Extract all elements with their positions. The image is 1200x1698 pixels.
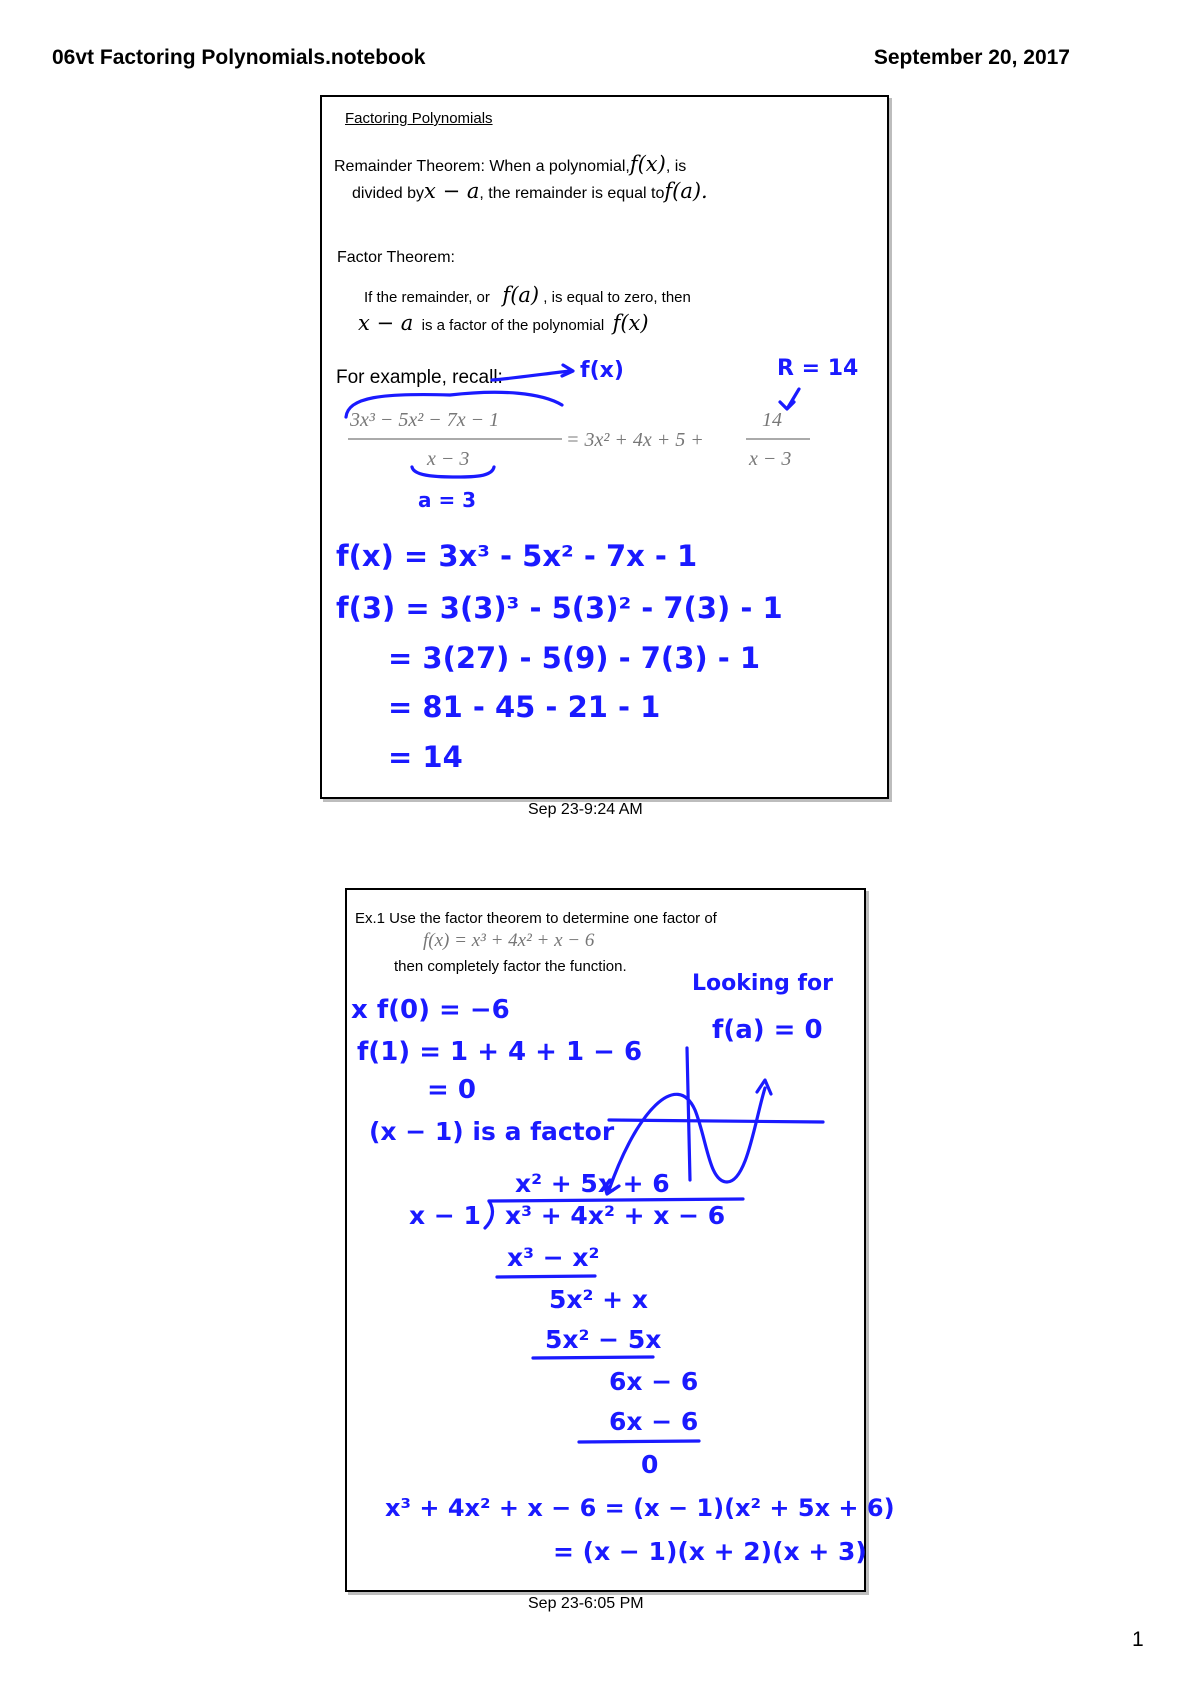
subtract-3: 6x − 6 [609,1407,699,1436]
try-zero: x f(0) = −6 [351,995,510,1025]
division-quotient: x² + 5x + 6 [515,1169,670,1198]
slide2-timestamp: Sep 23-6:05 PM [528,1595,644,1612]
subtract-line-1 [497,1276,595,1277]
document-title: 06vt Factoring Polynomials.notebook [52,46,426,69]
example-prompt-2: then completely factor the function. [394,958,627,975]
remainder-1: 5x² + x [549,1285,648,1314]
try-one: f(1) = 1 + 4 + 1 − 6 [357,1037,643,1067]
slide1-timestamp: Sep 23-9:24 AM [528,801,643,818]
eq-remainder-numerator: 14 [762,409,782,431]
slide-factoring-polynomials [320,95,889,799]
arrow-to-fx [492,371,570,380]
equals-zero: = 0 [427,1075,476,1105]
document-date: September 20, 2017 [873,46,1070,69]
eq-denominator: x − 3 [427,448,470,470]
remainder-zero: 0 [641,1450,659,1479]
sketch-y-axis [687,1048,690,1180]
factor-theorem-text-2: x − a is a factor of the polynomial f(x) [358,311,649,335]
remainder-theorem-text-2: divided byx − a, the remainder is equal tof(a). [352,179,708,203]
eq-remainder-denominator: x − 3 [749,448,792,470]
slide-example-1 [345,888,895,1592]
fx-note: f(x) [580,358,624,383]
factor-theorem-heading: Factor Theorem: [337,249,455,266]
factor-theorem-text: If the remainder, or f(a) , is equal to zero, then [364,283,691,307]
example-function: f(x) = x³ + 4x² + x − 6 [423,930,595,951]
eq-rhs: = 3x² + 4x + 5 + [566,429,704,451]
slide-title: Factoring Polynomials [345,110,493,127]
work-line-1: f(x) = 3x³ - 5x² - 7x - 1 [336,539,698,573]
subtract-line-3 [579,1441,699,1442]
fa-zero-note: f(a) = 0 [712,1015,823,1045]
division-divisor: x − 1 [409,1201,481,1230]
work-line-2: f(3) = 3(3)³ - 5(3)² - 7(3) - 1 [336,591,783,625]
example-prompt: Ex.1 Use the factor theorem to determine one factor of [355,910,717,927]
remainder-arrow [780,389,799,409]
subtract-line-2 [533,1357,653,1358]
work-line-5: = 14 [388,740,463,774]
work-line-3: = 3(27) - 5(9) - 7(3) - 1 [388,641,761,675]
factor-found: (x − 1) is a factor [369,1117,615,1146]
looking-for-note: Looking for [692,971,834,996]
example-label: For example, recall: [336,367,503,388]
example-work [347,890,895,1590]
remainder-note: R = 14 [777,356,859,381]
eq-numerator: 3x³ − 5x² − 7x − 1 [350,409,500,431]
subtract-1: x³ − x² [507,1243,600,1272]
page-number: 1 [1132,1628,1144,1651]
subtract-2: 5x² − 5x [545,1325,662,1354]
work-line-4: = 81 - 45 - 21 - 1 [388,690,661,724]
example-equation-and-work [322,97,887,797]
remainder-theorem-text: Remainder Theorem: When a polynomial,f(x), is [334,152,687,176]
result-line-2: = (x − 1)(x + 2)(x + 3) [553,1537,867,1566]
result-line-1: x³ + 4x² + x − 6 = (x − 1)(x² + 5x + 6) [385,1494,895,1522]
division-bracket [485,1201,492,1228]
remainder-2: 6x − 6 [609,1367,699,1396]
a-note: a = 3 [418,488,477,512]
division-dividend: x³ + 4x² + x − 6 [505,1201,726,1230]
